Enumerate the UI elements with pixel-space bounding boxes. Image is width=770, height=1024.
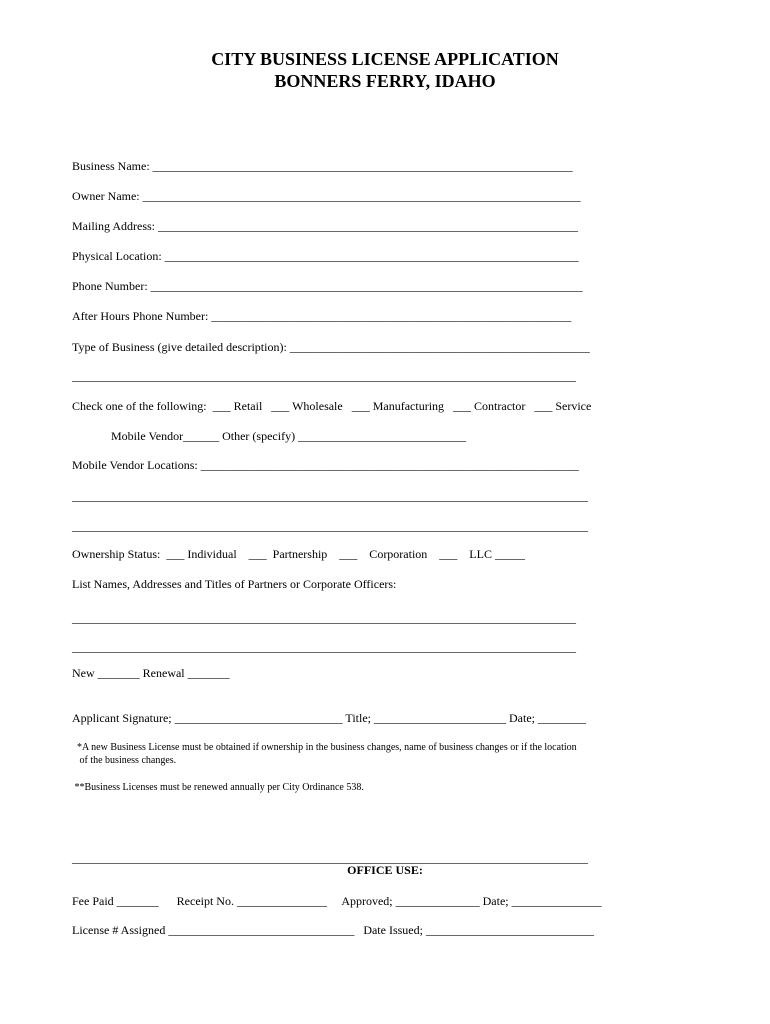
new-renewal-field[interactable]: New _______ Renewal _______ xyxy=(72,666,230,680)
after-hours-phone-field[interactable]: After Hours Phone Number: ____________________________________________________________ xyxy=(72,309,572,323)
mailing-address-field[interactable]: Mailing Address: ______________________________________________________________________ xyxy=(72,219,578,233)
office-use-heading: OFFICE USE: xyxy=(347,863,423,877)
form-title-line2: BONNERS FERRY, IDAHO xyxy=(274,71,496,91)
partners-list-line2[interactable]: ____________________________________________________________________________________ xyxy=(72,640,576,654)
form-title-line1: CITY BUSINESS LICENSE APPLICATION xyxy=(211,49,559,69)
phone-number-field[interactable]: Phone Number: ________________________________________________________________________ xyxy=(72,279,583,293)
type-of-business-field[interactable]: Type of Business (give detailed description): __________________________________________________ xyxy=(72,340,590,354)
business-name-field[interactable]: Business Name: ______________________________________________________________________ xyxy=(72,159,573,173)
partners-list-label: List Names, Addresses and Titles of Partners or Corporate Officers: xyxy=(72,577,397,591)
business-category-checklist[interactable]: Check one of the following: ___ Retail ___ Wholesale ___ Manufacturing ___ Contractor ___ Service xyxy=(72,399,592,413)
mobile-vendor-other-field[interactable]: Mobile Vendor______ Other (specify) ____________________________ xyxy=(72,429,467,443)
mobile-vendor-locations-line2[interactable]: ______________________________________________________________________________________ xyxy=(72,489,588,503)
ownership-status-checklist[interactable]: Ownership Status: ___ Individual ___ Partnership ___ Corporation ___ LLC _____ xyxy=(72,547,525,561)
office-use-divider: ______________________________________________________________________________________ xyxy=(72,851,588,865)
office-use-fee-row[interactable]: Fee Paid _______ Receipt No. _______________ Approved; ______________ Date; _______________ xyxy=(72,894,602,908)
applicant-signature-field[interactable]: Applicant Signature; ____________________________ Title; ______________________ Date; ________ xyxy=(72,711,586,725)
partners-list-line1[interactable]: ____________________________________________________________________________________ xyxy=(72,611,576,625)
ownership-change-note-cont: of the business changes. xyxy=(72,755,177,766)
type-of-business-line2[interactable]: ____________________________________________________________________________________ xyxy=(72,369,576,383)
physical-location-field[interactable]: Physical Location: _____________________________________________________________________ xyxy=(72,249,579,263)
ownership-change-note: *A new Business License must be obtained if ownership in the business changes, name of business changes or if the location xyxy=(72,742,577,753)
mobile-vendor-locations-line3[interactable]: ______________________________________________________________________________________ xyxy=(72,519,588,533)
office-use-license-row[interactable]: License # Assigned _______________________________ Date Issued; ____________________________ xyxy=(72,923,594,937)
owner-name-field[interactable]: Owner Name: _________________________________________________________________________ xyxy=(72,189,581,203)
mobile-vendor-locations-field[interactable]: Mobile Vendor Locations: _______________________________________________________________ xyxy=(72,458,579,472)
renewal-note: **Business Licenses must be renewed annually per City Ordinance 538. xyxy=(72,782,364,793)
